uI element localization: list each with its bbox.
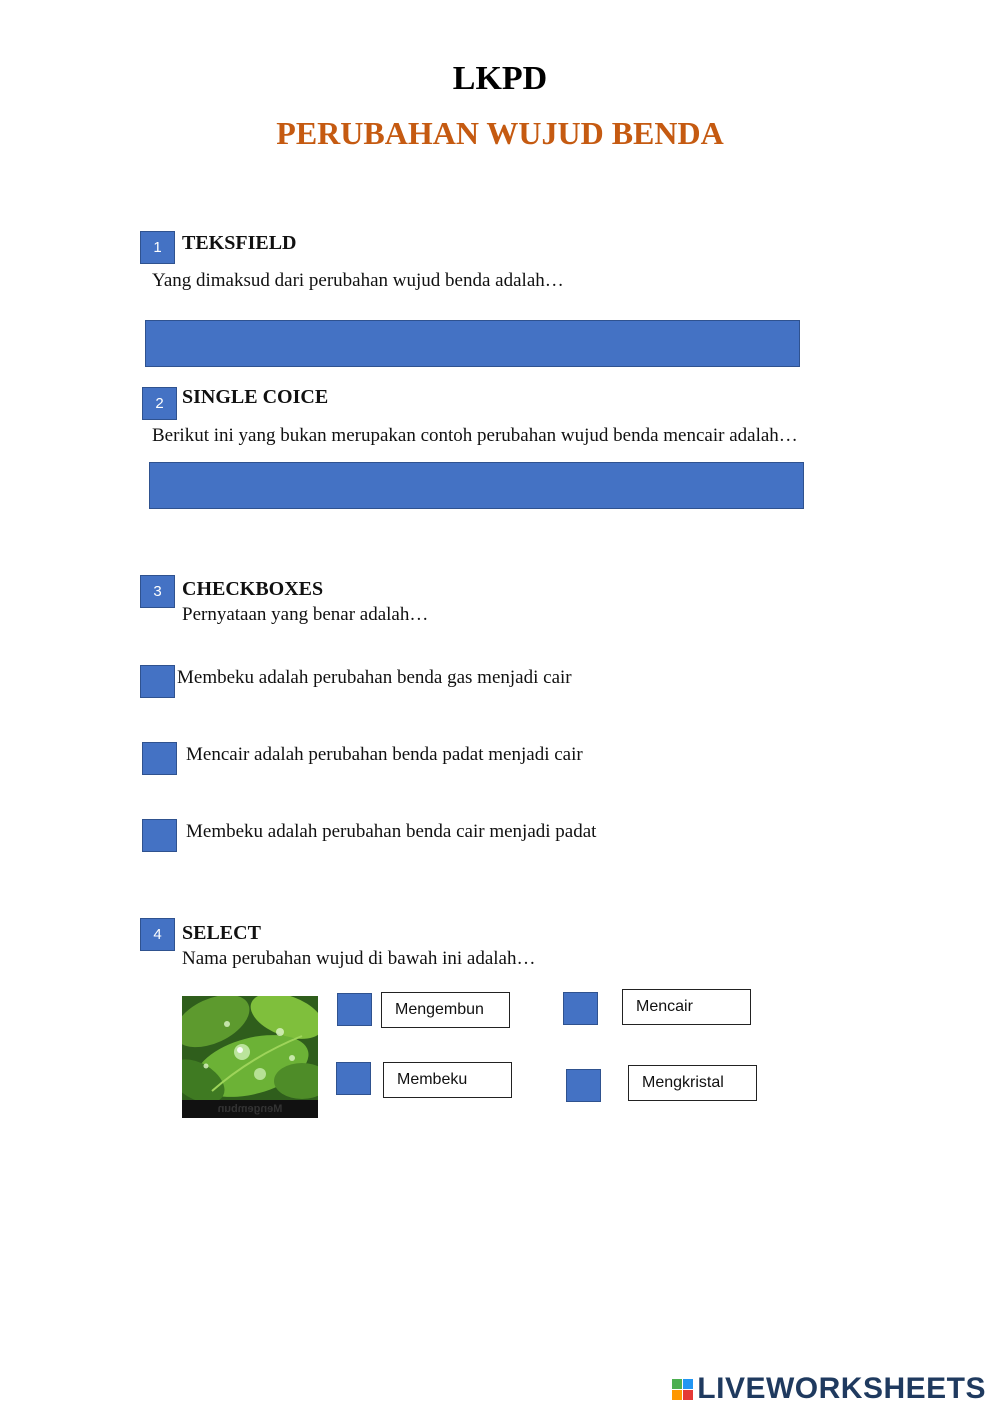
checkbox-option-1-label: Membeku adalah perubahan benda gas menjadi cair xyxy=(177,667,572,688)
section-4-heading: SELECT xyxy=(182,922,261,944)
section-2-number-badge: 2 xyxy=(142,387,177,420)
select-slot-4[interactable] xyxy=(566,1069,601,1102)
choice-label-mengembun[interactable]: Mengembun xyxy=(381,992,510,1028)
section-2-question: Berikut ini yang bukan merupakan contoh perubahan wujud benda mencair adalah… xyxy=(152,425,798,446)
choice-label-membeku[interactable]: Membeku xyxy=(383,1062,512,1098)
choice-label-mengkristal[interactable]: Mengkristal xyxy=(628,1065,757,1101)
checkbox-option-3-label: Membeku adalah perubahan benda cair menjadi padat xyxy=(186,821,597,842)
liveworksheets-logo-icon xyxy=(672,1379,693,1400)
section-4-question: Nama perubahan wujud di bawah ini adalah… xyxy=(182,948,536,969)
dew-on-leaves-image xyxy=(182,996,318,1118)
checkbox-option-3[interactable] xyxy=(142,819,177,852)
select-slot-1[interactable] xyxy=(337,993,372,1026)
checkbox-option-2-label: Mencair adalah perubahan benda padat menjadi cair xyxy=(186,744,583,765)
page-title: LKPD xyxy=(452,60,548,97)
section-2-heading: SINGLE COICE xyxy=(182,386,329,408)
answer-text-field-1[interactable] xyxy=(145,320,800,367)
section-1-number-badge: 1 xyxy=(140,231,175,264)
section-3-number-badge: 3 xyxy=(140,575,175,608)
section-3-question: Pernyataan yang benar adalah… xyxy=(182,604,429,625)
section-3-heading: CHECKBOXES xyxy=(182,578,324,600)
single-choice-select-2[interactable] xyxy=(149,462,804,509)
image-caption: Mengembun xyxy=(217,1103,283,1115)
checkbox-option-2[interactable] xyxy=(142,742,177,775)
section-1-question: Yang dimaksud dari perubahan wujud benda adalah… xyxy=(152,270,564,291)
select-slot-3[interactable] xyxy=(336,1062,371,1095)
section-4-number-badge: 4 xyxy=(140,918,175,951)
brand-name: LIVEWORKSHEETS xyxy=(697,1372,986,1405)
liveworksheets-brand xyxy=(672,1372,986,1406)
select-slot-2[interactable] xyxy=(563,992,598,1025)
choice-label-mencair[interactable]: Mencair xyxy=(622,989,751,1025)
section-1-heading: TEKSFIELD xyxy=(182,232,297,254)
checkbox-option-1[interactable] xyxy=(140,665,175,698)
page-subtitle: PERUBAHAN WUJUD BENDA xyxy=(276,115,724,151)
